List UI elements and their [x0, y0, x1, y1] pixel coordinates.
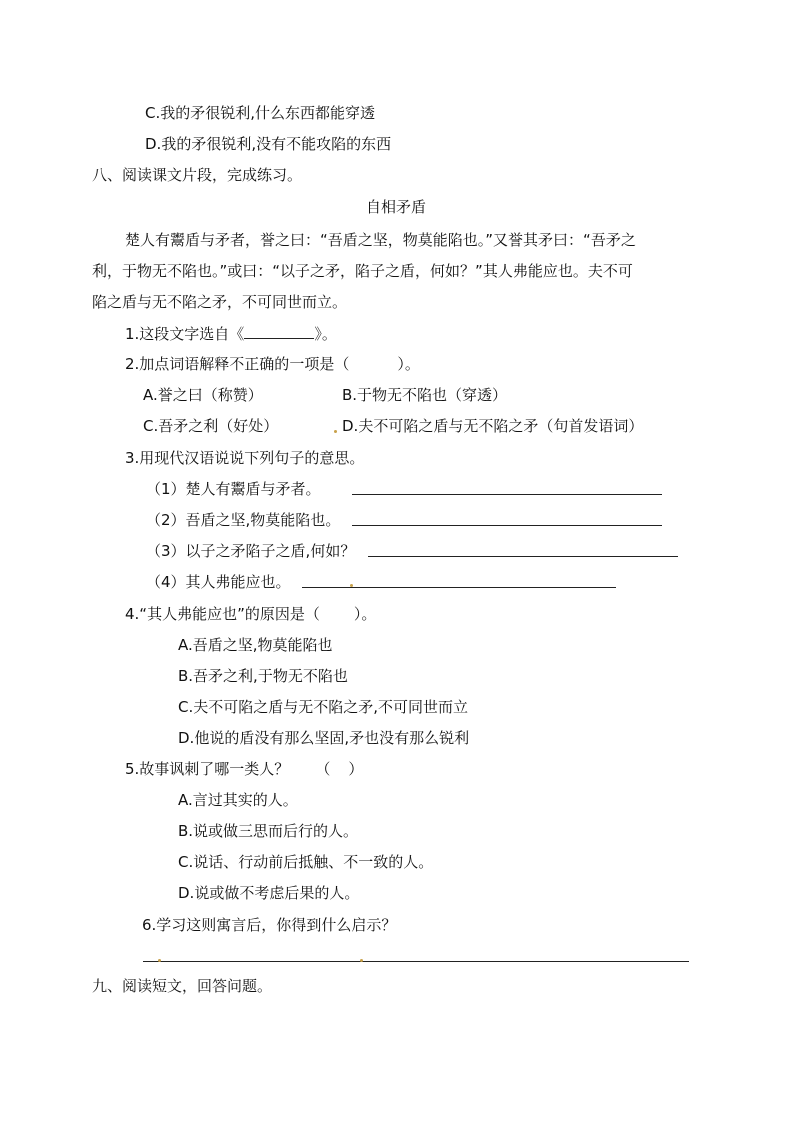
- mark-dot: [334, 430, 337, 433]
- q3-item-2: （2）吾盾之坚,物莫能陷也。: [146, 511, 341, 529]
- question-1-prefix: 1.这段文字选自《: [125, 325, 245, 343]
- section9-heading: 九、阅读短文，回答问题。: [92, 977, 273, 995]
- q5-option-c: C.说话、行动前后抵触、不一致的人。: [178, 853, 434, 871]
- question-2-close: ）。: [397, 355, 420, 373]
- passage-line-1: 楚人有鬻盾与矛者，誉之曰：“吾盾之坚，物莫能陷也。”又誉其矛曰：“吾矛之: [125, 231, 636, 249]
- answer-line-q3-3[interactable]: [368, 540, 678, 557]
- q3-item-4: （4）其人弗能应也。: [146, 573, 291, 591]
- section8-heading: 八、阅读课文片段，完成练习。: [92, 166, 303, 184]
- q3-item-3: （3）以子之矛陷子之盾,何如？: [146, 542, 356, 560]
- q2-option-c: C.吾矛之利（好处）: [143, 417, 279, 435]
- question-4-stem: 4.“其人弗能应也”的原因是（: [125, 605, 320, 623]
- option-c-prev: C.我的矛很锐利,什么东西都能穿透: [145, 104, 376, 122]
- passage-title: 自相矛盾: [366, 198, 427, 216]
- option-d-prev: D.我的矛很锐利,没有不能攻陷的东西: [145, 135, 392, 153]
- passage-line-2: 利，于物无不陷也。”或曰：“以子之矛，陷子之盾，何如？”其人弗能应也。夫不可: [92, 262, 633, 280]
- q5-option-d: D.说或做不考虑后果的人。: [178, 884, 360, 902]
- q2-option-b: B.于物无不陷也（穿透）: [342, 386, 508, 404]
- question-6-stem: 6.学习这则寓言后，你得到什么启示？: [142, 916, 397, 934]
- q2-option-d: D.夫不可陷之盾与无不陷之矛（句首发语词）: [342, 417, 644, 435]
- mark-dot: [350, 584, 353, 587]
- answer-blank-q1[interactable]: [244, 322, 314, 339]
- question-4-close: ）。: [353, 605, 377, 623]
- q4-option-b: B.吾矛之利,于物无不陷也: [178, 667, 348, 685]
- q4-option-d: D.他说的盾没有那么坚固,矛也没有那么锐利: [178, 729, 470, 747]
- question-1: [125, 322, 337, 345]
- answer-line-q3-1[interactable]: [352, 478, 662, 495]
- question-5-stem: 5.故事讽刺了哪一类人？: [125, 760, 290, 778]
- q5-paren-open: （: [315, 760, 331, 778]
- question-1-suffix: 》。: [314, 325, 337, 343]
- question-5: [125, 758, 363, 780]
- question-4: [125, 603, 376, 625]
- passage-line-3: 陷之盾与无不陷之矛，不可同世而立。: [92, 293, 348, 311]
- mark-dot: [158, 959, 161, 962]
- q5-option-a: A.言过其实的人。: [178, 791, 298, 809]
- answer-line-q3-2[interactable]: [352, 509, 662, 526]
- q5-paren-close: ）: [348, 760, 364, 778]
- q4-option-a: A.吾盾之坚,物莫能陷也: [178, 636, 333, 654]
- question-2: [125, 353, 420, 375]
- q4-option-c: C.夫不可陷之盾与无不陷之矛,不可同世而立: [178, 698, 469, 716]
- q5-option-b: B.说或做三思而后行的人。: [178, 822, 359, 840]
- q3-item-1: （1）楚人有鬻盾与矛者。: [146, 480, 321, 498]
- q2-option-a: A.誉之曰（称赞）: [143, 386, 263, 404]
- answer-line-q6[interactable]: [143, 945, 689, 962]
- question-3-stem: 3.用现代汉语说说下列句子的意思。: [125, 449, 365, 467]
- question-2-stem: 2.加点词语解释不正确的一项是（: [125, 355, 350, 373]
- mark-dot: [360, 959, 363, 962]
